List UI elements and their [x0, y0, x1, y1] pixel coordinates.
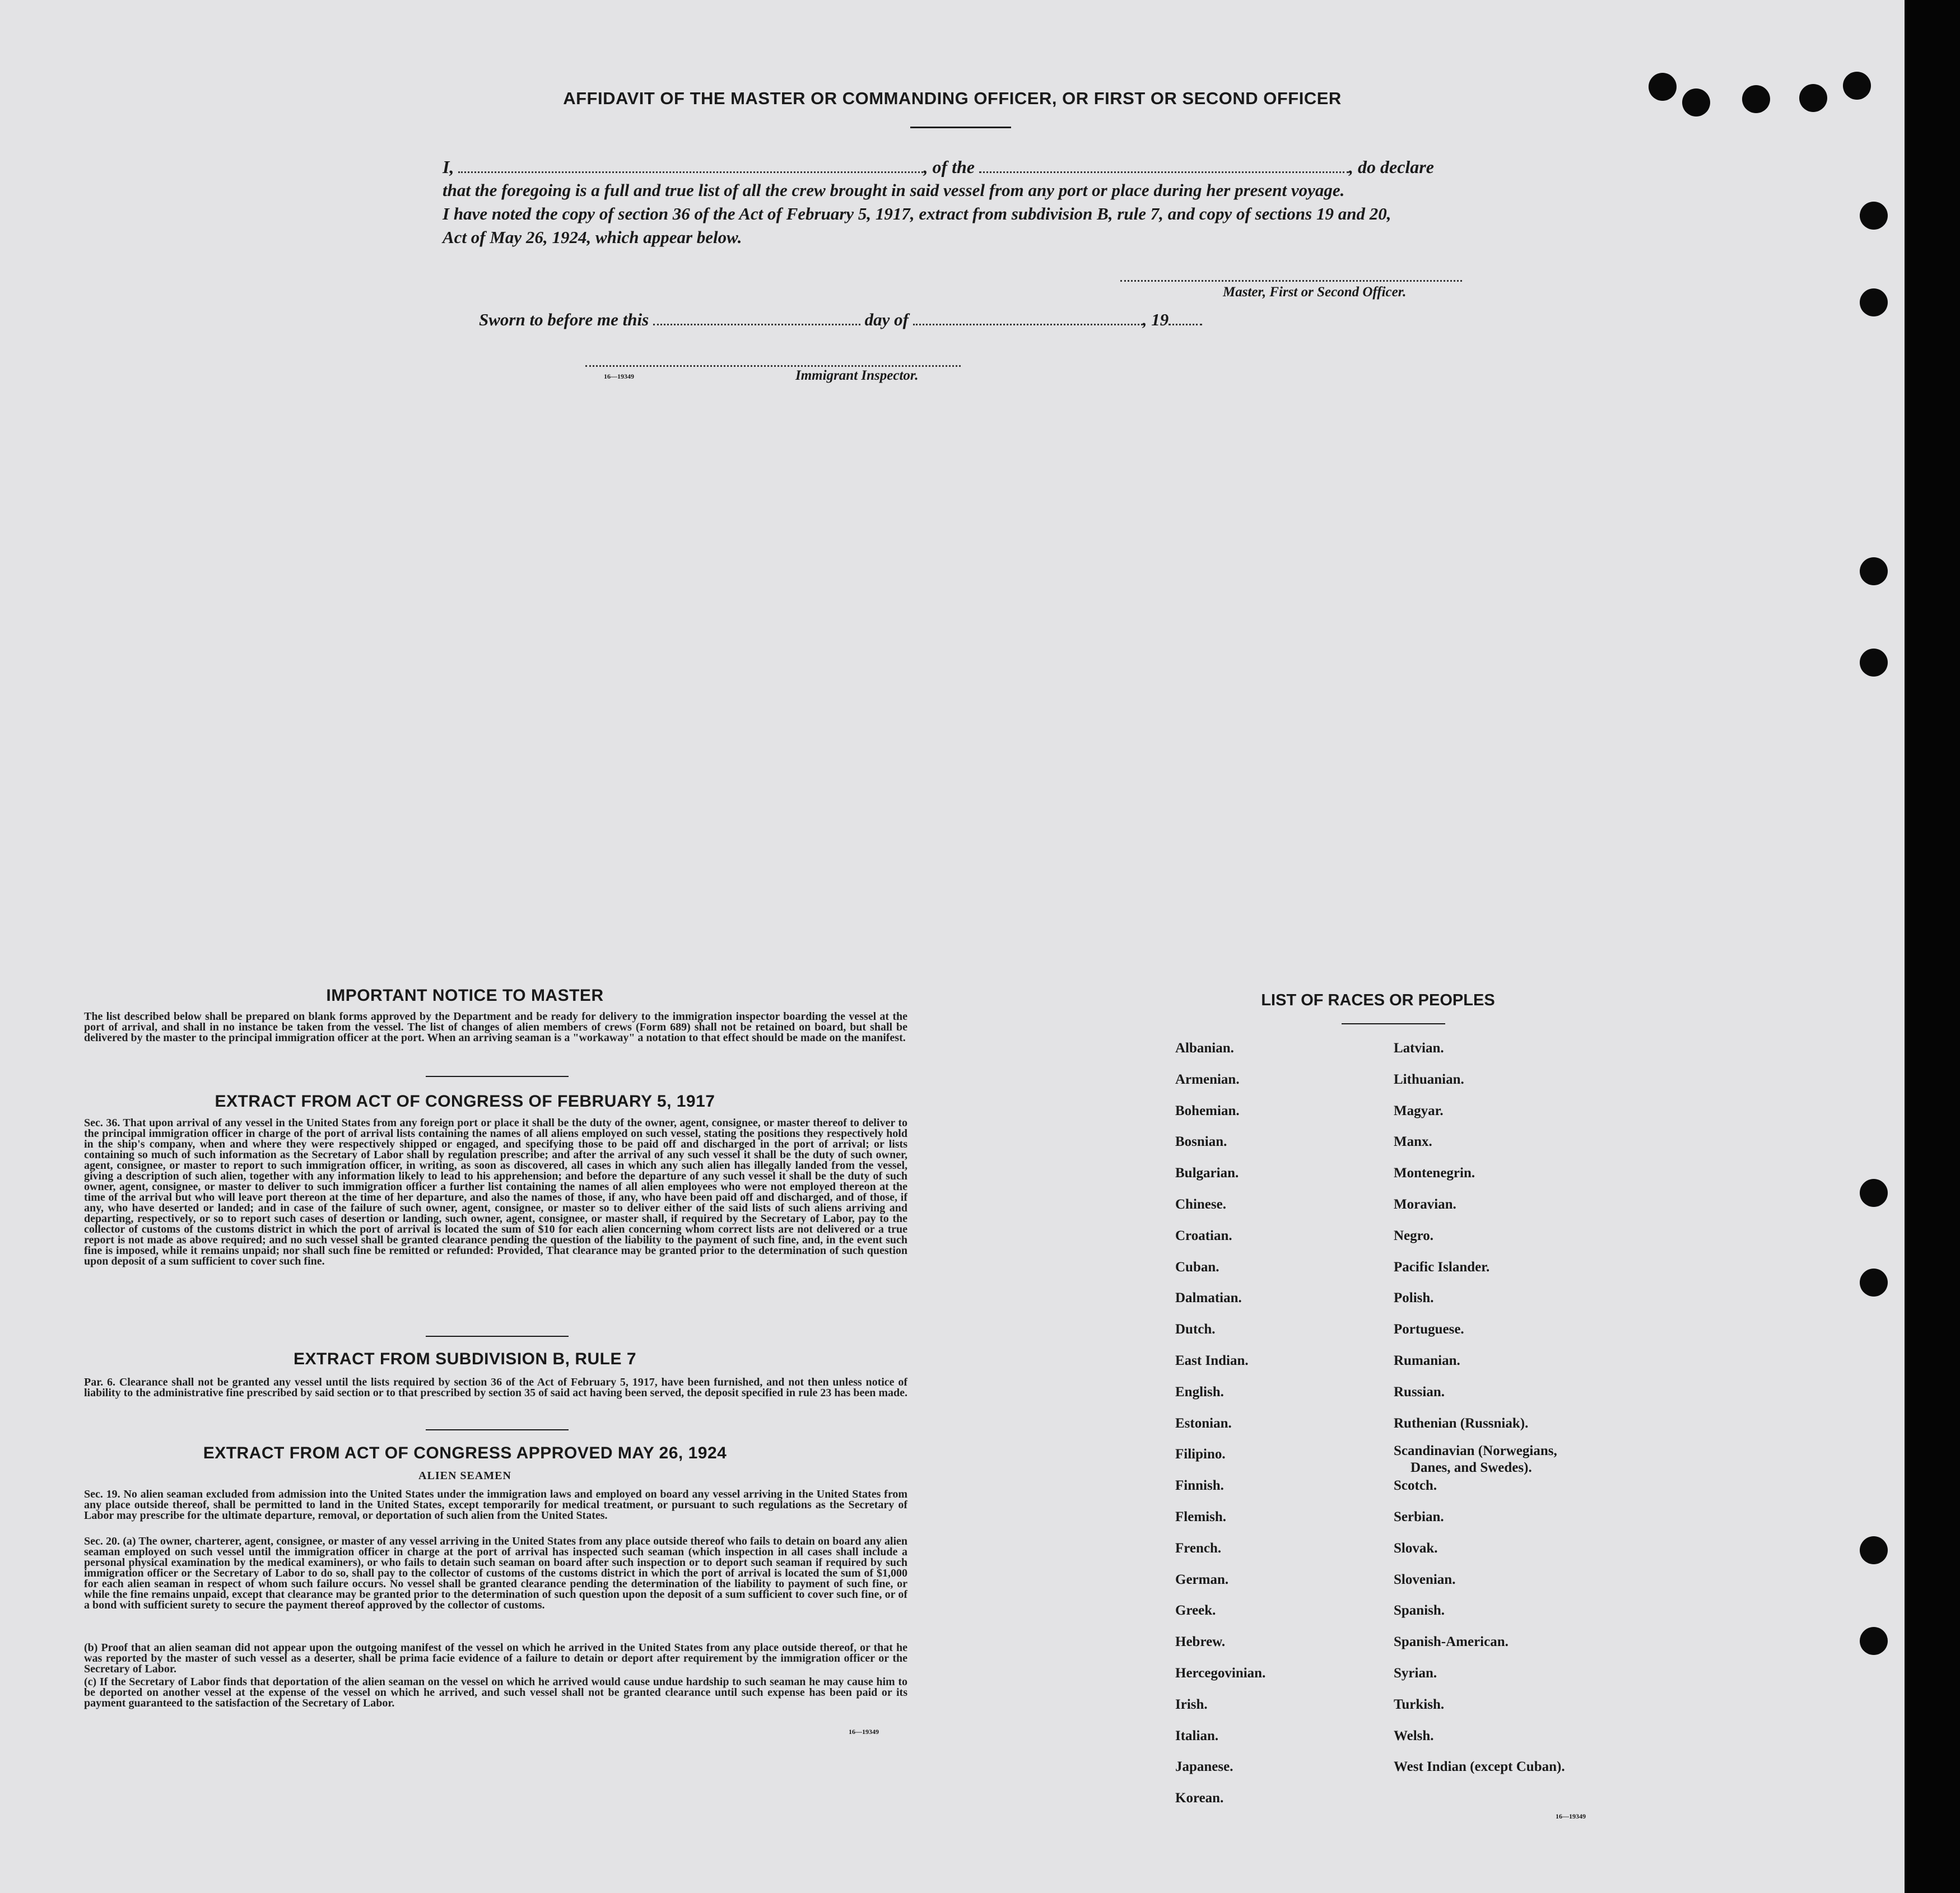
- extract-1917-text: Sec. 36. That upon arrival of any vessel in the United States from any foreign port or place it shall be the duty of the owner, agent, consignee, or master thereof to deliver to the principal immigration officer in charge of the port of arrival lists containing the names of all aliens employed on such vessel, stating the positions they respectively hold in the ship's company, when and where they were respectively shipped or engaged, and specifying those to be paid off and discharged in the port of arrival; or lists containing so much of such information as the Secretary of Labor shall by regulation prescribe; and after the arrival of any such vessel it shall be the duty of such owner, agent, consignee, or master to report to such immigration officer, in writing, as soon as discovered, all cases in which any such alien has illegally landed from the vessel, giving a description of such alien, together with any information likely to lead to his apprehension; and before the departure of any such vessel it shall be the duty of such owner, agent, consignee, or master to deliver to such immigration officer a further list containing the names of all alien employees who were not employed thereon at the time of the arrival but who will leave port thereon at the time of her departure, and also the names of those, if any, who have been paid off and discharged, and of those, if any, who have deserted or landed; and in case of the failure of such owner, agent, consignee, or master so to deliver either of the said lists of such aliens arriving and departing, respectively, or so to report such cases of desertion or landing, such owner, agent, consignee, or master shall, if required by the Secretary of Labor, pay to the collector of customs of the customs district in which the port of arrival is located the sum of $10 for each alien concerning whom correct lists are not delivered or a true report is not made as above required; and no such vessel shall be granted clearance pending the question of the liability to the payment of such fine, and, in the event such fine is imposed, while it remains unpaid; nor shall such fine be remitted or refunded: Provided, That clearance may be granted prior to the determination of such question upon deposit of a sum sufficient to cover such fine.: [84, 1117, 907, 1267]
- race-item: Syrian.: [1394, 1666, 1437, 1681]
- race-item: English.: [1175, 1384, 1224, 1400]
- punch-hole: [1860, 557, 1888, 585]
- race-item: West Indian (except Cuban).: [1394, 1759, 1565, 1775]
- punch-hole: [1860, 1536, 1888, 1564]
- race-item: Slovenian.: [1394, 1572, 1456, 1587]
- race-item: Latvian.: [1394, 1041, 1444, 1056]
- master-signature-line[interactable]: [1120, 280, 1462, 282]
- declaration-line-3: I have noted the copy of section 36 of the Act of February 5, 1917, extract from subdivision B, rule 7, and copy of sections 19 and 20,: [443, 204, 1391, 223]
- race-item: Italian.: [1175, 1728, 1219, 1743]
- race-item: Moravian.: [1394, 1197, 1456, 1212]
- race-item: Welsh.: [1394, 1728, 1434, 1743]
- name-blank[interactable]: [458, 157, 923, 173]
- extract-1924-heading: EXTRACT FROM ACT OF CONGRESS APPROVED MAY 26, 1924: [203, 1444, 727, 1462]
- notice-heading: IMPORTANT NOTICE TO MASTER: [326, 986, 604, 1005]
- race-item: Negro.: [1394, 1228, 1434, 1243]
- punch-hole: [1799, 84, 1827, 112]
- sworn-month-blank[interactable]: [913, 309, 1143, 325]
- punch-hole: [1860, 649, 1888, 677]
- form-number-top: 16—19349: [604, 372, 634, 380]
- alien-seamen-subheading: ALIEN SEAMEN: [418, 1470, 511, 1482]
- divider-3: [426, 1429, 569, 1430]
- rule7-text: Par. 6. Clearance shall not be granted any vessel until the lists required by section 36 of the Act of February 5, 1917, have been furnished, and not then unless notice of liability to the administrative fine prescribed by said section or to that prescribed by section 35 of said act having been served, the deposit specified in rule 23 has been made.: [84, 1376, 907, 1399]
- sec19-text: Sec. 19. No alien seaman excluded from admission into the United States under the immigration laws and employed on board any vessel arriving in the United States from any place outside thereof, shall be permitted to land in the United States, except temporarily for medical treatment, or pursuant to such regulations as the Secretary of Labor may prescribe for the ultimate departure, removal, or deportation of such alien from the United States.: [84, 1488, 907, 1522]
- race-item: German.: [1175, 1572, 1229, 1587]
- form-number-left: 16—19349: [849, 1728, 879, 1736]
- declaration-line-1: I, , of the , do declare: [443, 157, 1434, 177]
- race-item: Rumanian.: [1394, 1353, 1460, 1368]
- race-item: Scotch.: [1394, 1478, 1437, 1494]
- punch-hole: [1682, 88, 1710, 116]
- race-item: Slovak.: [1394, 1540, 1438, 1556]
- race-item: Croatian.: [1175, 1228, 1232, 1243]
- divider-1: [426, 1076, 569, 1077]
- inspector-signature-line[interactable]: [585, 365, 961, 367]
- master-signature-label: Master, First or Second Officer.: [1223, 285, 1407, 300]
- race-item: Bulgarian.: [1175, 1165, 1239, 1181]
- race-item: Bohemian.: [1175, 1103, 1240, 1118]
- dark-scan-edge: [1905, 0, 1960, 1893]
- race-item: Greek.: [1175, 1603, 1216, 1619]
- punch-hole: [1860, 1179, 1888, 1207]
- race-item: Manx.: [1394, 1134, 1432, 1150]
- races-heading: LIST OF RACES OR PEOPLES: [1261, 991, 1495, 1009]
- punch-hole: [1860, 1627, 1888, 1655]
- sworn-year-blank[interactable]: [1168, 309, 1202, 325]
- punch-hole: [1742, 85, 1770, 113]
- race-item: Magyar.: [1394, 1103, 1444, 1118]
- race-item: Portuguese.: [1394, 1322, 1464, 1337]
- punch-hole: [1860, 202, 1888, 230]
- race-item: Turkish.: [1394, 1696, 1445, 1712]
- race-item: French.: [1175, 1540, 1222, 1556]
- sworn-day-blank[interactable]: [653, 309, 860, 325]
- extract-1917-heading: EXTRACT FROM ACT OF CONGRESS OF FEBRUARY 5, 1917: [215, 1092, 715, 1111]
- race-item: Flemish.: [1175, 1509, 1226, 1524]
- race-item: Armenian.: [1175, 1071, 1240, 1087]
- sworn-line: Sworn to before me this day of , 19: [479, 309, 1202, 330]
- race-item: Japanese.: [1175, 1759, 1233, 1775]
- sec20b-text: (b) Proof that an alien seaman did not appear upon the outgoing manifest of the vessel on which he arrived in the United States from any place outside thereof, or that he was reported by the master of such vessel as a deserter, shall be prima facie evidence of a failure to detain or deport after requirement by the immigration officer or the Secretary of Labor.: [84, 1642, 907, 1675]
- race-item: Hercegovinian.: [1175, 1666, 1266, 1681]
- race-item: Bosnian.: [1175, 1134, 1227, 1150]
- race-item: Korean.: [1175, 1791, 1224, 1806]
- punch-hole: [1860, 288, 1888, 316]
- race-item: Lithuanian.: [1394, 1071, 1464, 1087]
- race-item: Montenegrin.: [1394, 1165, 1475, 1181]
- vessel-blank[interactable]: [979, 157, 1349, 173]
- race-item: Chinese.: [1175, 1197, 1226, 1212]
- race-item: East Indian.: [1175, 1353, 1249, 1368]
- race-item: Irish.: [1175, 1696, 1208, 1712]
- declaration-line-4: Act of May 26, 1924, which appear below.: [443, 227, 742, 247]
- race-item: Dalmatian.: [1175, 1290, 1242, 1306]
- races-underline: [1342, 1023, 1445, 1024]
- notice-text: The list described below shall be prepared on blank forms approved by the Department and be ready for delivery to the immigration inspector boarding the vessel at the port of arrival, and shall in no instance be taken from the vessel. The list of changes of alien members of crews (Form 689) shall not be retained on board, but shall be delivered by the master to the principal immigration officer at the port. When an arriving seaman is a "workaway" a notation to that effect should be made on the manifest.: [84, 1010, 907, 1044]
- title-underline: [910, 127, 1011, 128]
- race-item: Dutch.: [1175, 1322, 1216, 1337]
- race-item: Ruthenian (Russniak).: [1394, 1415, 1529, 1431]
- form-number-races: 16—19349: [1556, 1812, 1586, 1820]
- race-item: Cuban.: [1175, 1259, 1219, 1275]
- sec20c-text: (c) If the Secretary of Labor finds that deportation of the alien seaman on the vessel on which he arrived would cause undue hardship to such seaman he may cause him to be deported on another vessel at the expense of the vessel on which he arrived, and such vessel shall not be granted clearance until such expense has been paid or its payment guaranteed to the satisfaction of the Secretary of Labor.: [84, 1676, 907, 1709]
- divider-2: [426, 1336, 569, 1337]
- race-item: Albanian.: [1175, 1041, 1234, 1056]
- race-item: Finnish.: [1175, 1478, 1224, 1494]
- race-item: Serbian.: [1394, 1509, 1444, 1524]
- race-item: Scandinavian (Norwegians,: [1394, 1443, 1557, 1459]
- punch-hole: [1860, 1269, 1888, 1297]
- race-item: Russian.: [1394, 1384, 1445, 1400]
- race-item: Estonian.: [1175, 1415, 1232, 1431]
- race-item: Polish.: [1394, 1290, 1434, 1306]
- race-item: Danes, and Swedes).: [1410, 1460, 1532, 1476]
- inspector-label: Immigrant Inspector.: [795, 368, 919, 383]
- race-item: Pacific Islander.: [1394, 1259, 1490, 1275]
- punch-hole: [1649, 73, 1677, 101]
- race-item: Filipino.: [1175, 1447, 1226, 1462]
- race-item: Spanish.: [1394, 1603, 1445, 1619]
- race-item: Spanish-American.: [1394, 1634, 1509, 1650]
- declaration-line-2: that the foregoing is a full and true list of all the crew brought in said vessel from any port or place during her present voyage.: [443, 180, 1345, 200]
- race-item: Hebrew.: [1175, 1634, 1226, 1650]
- punch-hole: [1843, 72, 1871, 100]
- sec20a-text: Sec. 20. (a) The owner, charterer, agent, consignee, or master of any vessel arriving in the United States from any place outside thereof who fails to detain on board any alien seaman employed on such vessel until the immigration officer in charge at the port of arrival has inspected such seaman (which inspection in all cases shall include a personal physical examination by the medical examiners), or who fails to detain such seaman on board after such inspection or to deport such seaman if required by such immigration officer or the Secretary of Labor to do so, shall pay to the collector of customs of the customs district in which the port of arrival is located the sum of $1,000 for each alien seaman in respect of whom such failure occurs. No vessel shall be granted clearance pending the determination of the liability to payment of such fine, or while the fine remains unpaid, except that clearance may be granted prior to the determination of such question upon the deposit of a sum sufficient to cover such fine, or of a bond with sufficient surety to secure the payment thereof approved by the collector of customs.: [84, 1535, 907, 1611]
- affidavit-title: AFFIDAVIT OF THE MASTER OR COMMANDING OFFICER, OR FIRST OR SECOND OFFICER: [563, 88, 1342, 108]
- rule7-heading: EXTRACT FROM SUBDIVISION B, RULE 7: [293, 1350, 637, 1368]
